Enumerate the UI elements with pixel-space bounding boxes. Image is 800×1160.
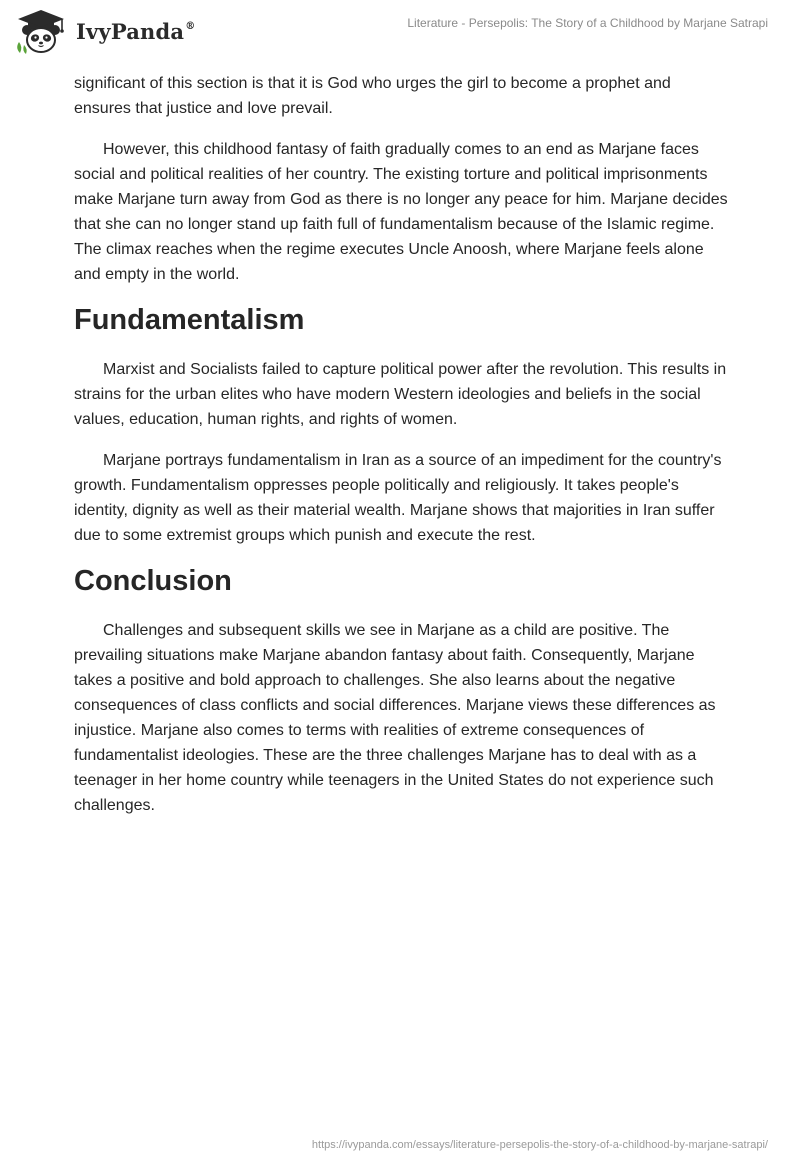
essay-content [74, 71, 730, 834]
section-heading-conclusion: Conclusion [74, 565, 232, 597]
paragraph: Marxist and Socialists failed to capture political power after the revolution. This results in strains for the urban elites who have modern Western ideologies and beliefs in the social values, education, human rights, and rights of women. [74, 361, 727, 428]
ivypanda-logo[interactable] [14, 8, 195, 54]
paragraph: Marjane portrays fundamentalism in Iran as a source of an impediment for the country's growth. Fundamentalism oppresses people politically and religiously. It takes people's identity, dignity as well as their material wealth. Marjane shows that majorities in Iran suffer due to some extremist groups which punish and execute the rest. [74, 452, 722, 544]
source-url-link[interactable]: https://ivypanda.com/essays/literature-persepolis-the-story-of-a-childhood-by-marjane-satrapi/ [311, 1139, 768, 1151]
section-heading-fundamentalism: Fundamentalism [74, 304, 305, 336]
paragraph: However, this childhood fantasy of faith gradually comes to an end as Marjane faces social and political realities of her country. The existing torture and political imprisonments make Marjane turn away from God as there is no longer any peace for him. Marjane decides that she can no longer stand up faith full of fundamentalism because of the Islamic regime. The climax reaches when the regime executes Uncle Anoosh, where Marjane feels alone and empty in the world. [74, 141, 728, 283]
document-title: Literature - Persepolis: The Story of a Childhood by Marjane Satrapi [407, 16, 768, 30]
page-header [0, 0, 800, 60]
panda-graduation-cap-icon [14, 8, 68, 54]
brand-name: IvyPanda® [76, 18, 196, 44]
paragraph-continued: significant of this section is that it is God who urges the girl to become a prophet and ensures that justice and love prevail. [74, 75, 671, 117]
paragraph: Challenges and subsequent skills we see in Marjane as a child are positive. The prevailing situations make Marjane abandon fantasy about faith. Consequently, Marjane takes a positive and bold approach to challenges. She also learns about the negative consequences of class conflicts and social differences. Marjane views these differences as injustice. Marjane also comes to terms with realities of extreme consequences of fundamentalist ideologies. These are the three challenges Marjane has to deal with as a teenager in her home country while teenagers in the United States do not experience such challenges. [74, 622, 716, 814]
